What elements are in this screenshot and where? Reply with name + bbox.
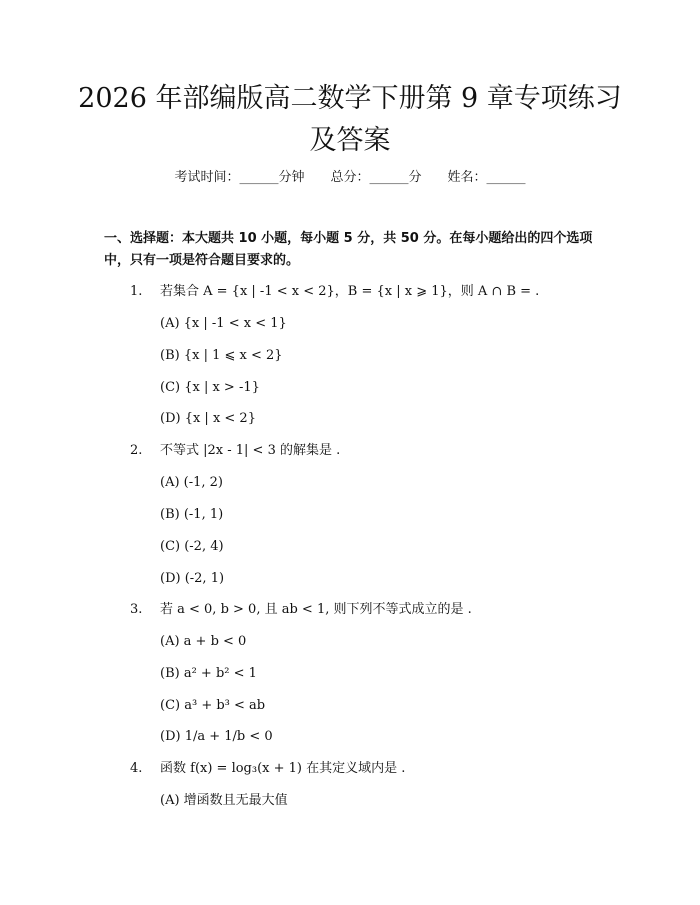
section-heading: 一、选择题：本大题共 10 小题，每小题 5 分，共 50 分。在每小题给出的四个选项中，只有一项是符合题目要求的。	[104, 231, 593, 268]
option-b: (B) {x | 1 ⩽ x < 2}	[160, 348, 283, 363]
title-line-1: 2026 年部编版高二数学下册第 9 章专项练习	[78, 83, 622, 114]
exam-score: 总分：______分	[330, 170, 422, 185]
option-d: (D) (-2, 1)	[160, 571, 225, 586]
option-b: (B) (-1, 1)	[160, 507, 224, 522]
question-stem: 若集合 A = {x | -1 < x < 2}，B = {x | x ⩾ 1}，则 A ∩ B = .	[160, 284, 540, 299]
option-c: (C) a³ + b³ < ab	[160, 698, 266, 713]
page-title	[0, 78, 700, 162]
question-number: 2.	[130, 443, 143, 458]
option-c: (C) {x | x > -1}	[160, 380, 260, 395]
question-number: 4.	[130, 761, 143, 776]
question-number: 1.	[130, 284, 143, 299]
option-a: (A) a + b < 0	[160, 634, 247, 649]
question-number: 3.	[130, 602, 143, 617]
option-a: (A) 增函数且无最大值	[160, 793, 288, 808]
question-stem: 函数 f(x) = log₃(x + 1) 在其定义域内是 .	[160, 761, 406, 776]
option-d: (D) 1/a + 1/b < 0	[160, 729, 273, 744]
exam-name: 姓名：______	[447, 170, 526, 185]
option-b: (B) a² + b² < 1	[160, 666, 257, 681]
question-stem: 若 a < 0, b > 0, 且 ab < 1, 则下列不等式成立的是 .	[160, 602, 472, 617]
title-line-2: 及答案	[309, 125, 391, 156]
option-a: (A) {x | -1 < x < 1}	[160, 316, 287, 331]
option-a: (A) (-1, 2)	[160, 475, 224, 490]
question-stem: 不等式 |2x - 1| < 3 的解集是 .	[160, 443, 341, 458]
option-d: (D) {x | x < 2}	[160, 411, 256, 426]
exam-time: 考试时间：______分钟	[174, 170, 305, 185]
exam-meta	[0, 168, 700, 188]
option-c: (C) (-2, 4)	[160, 539, 224, 554]
